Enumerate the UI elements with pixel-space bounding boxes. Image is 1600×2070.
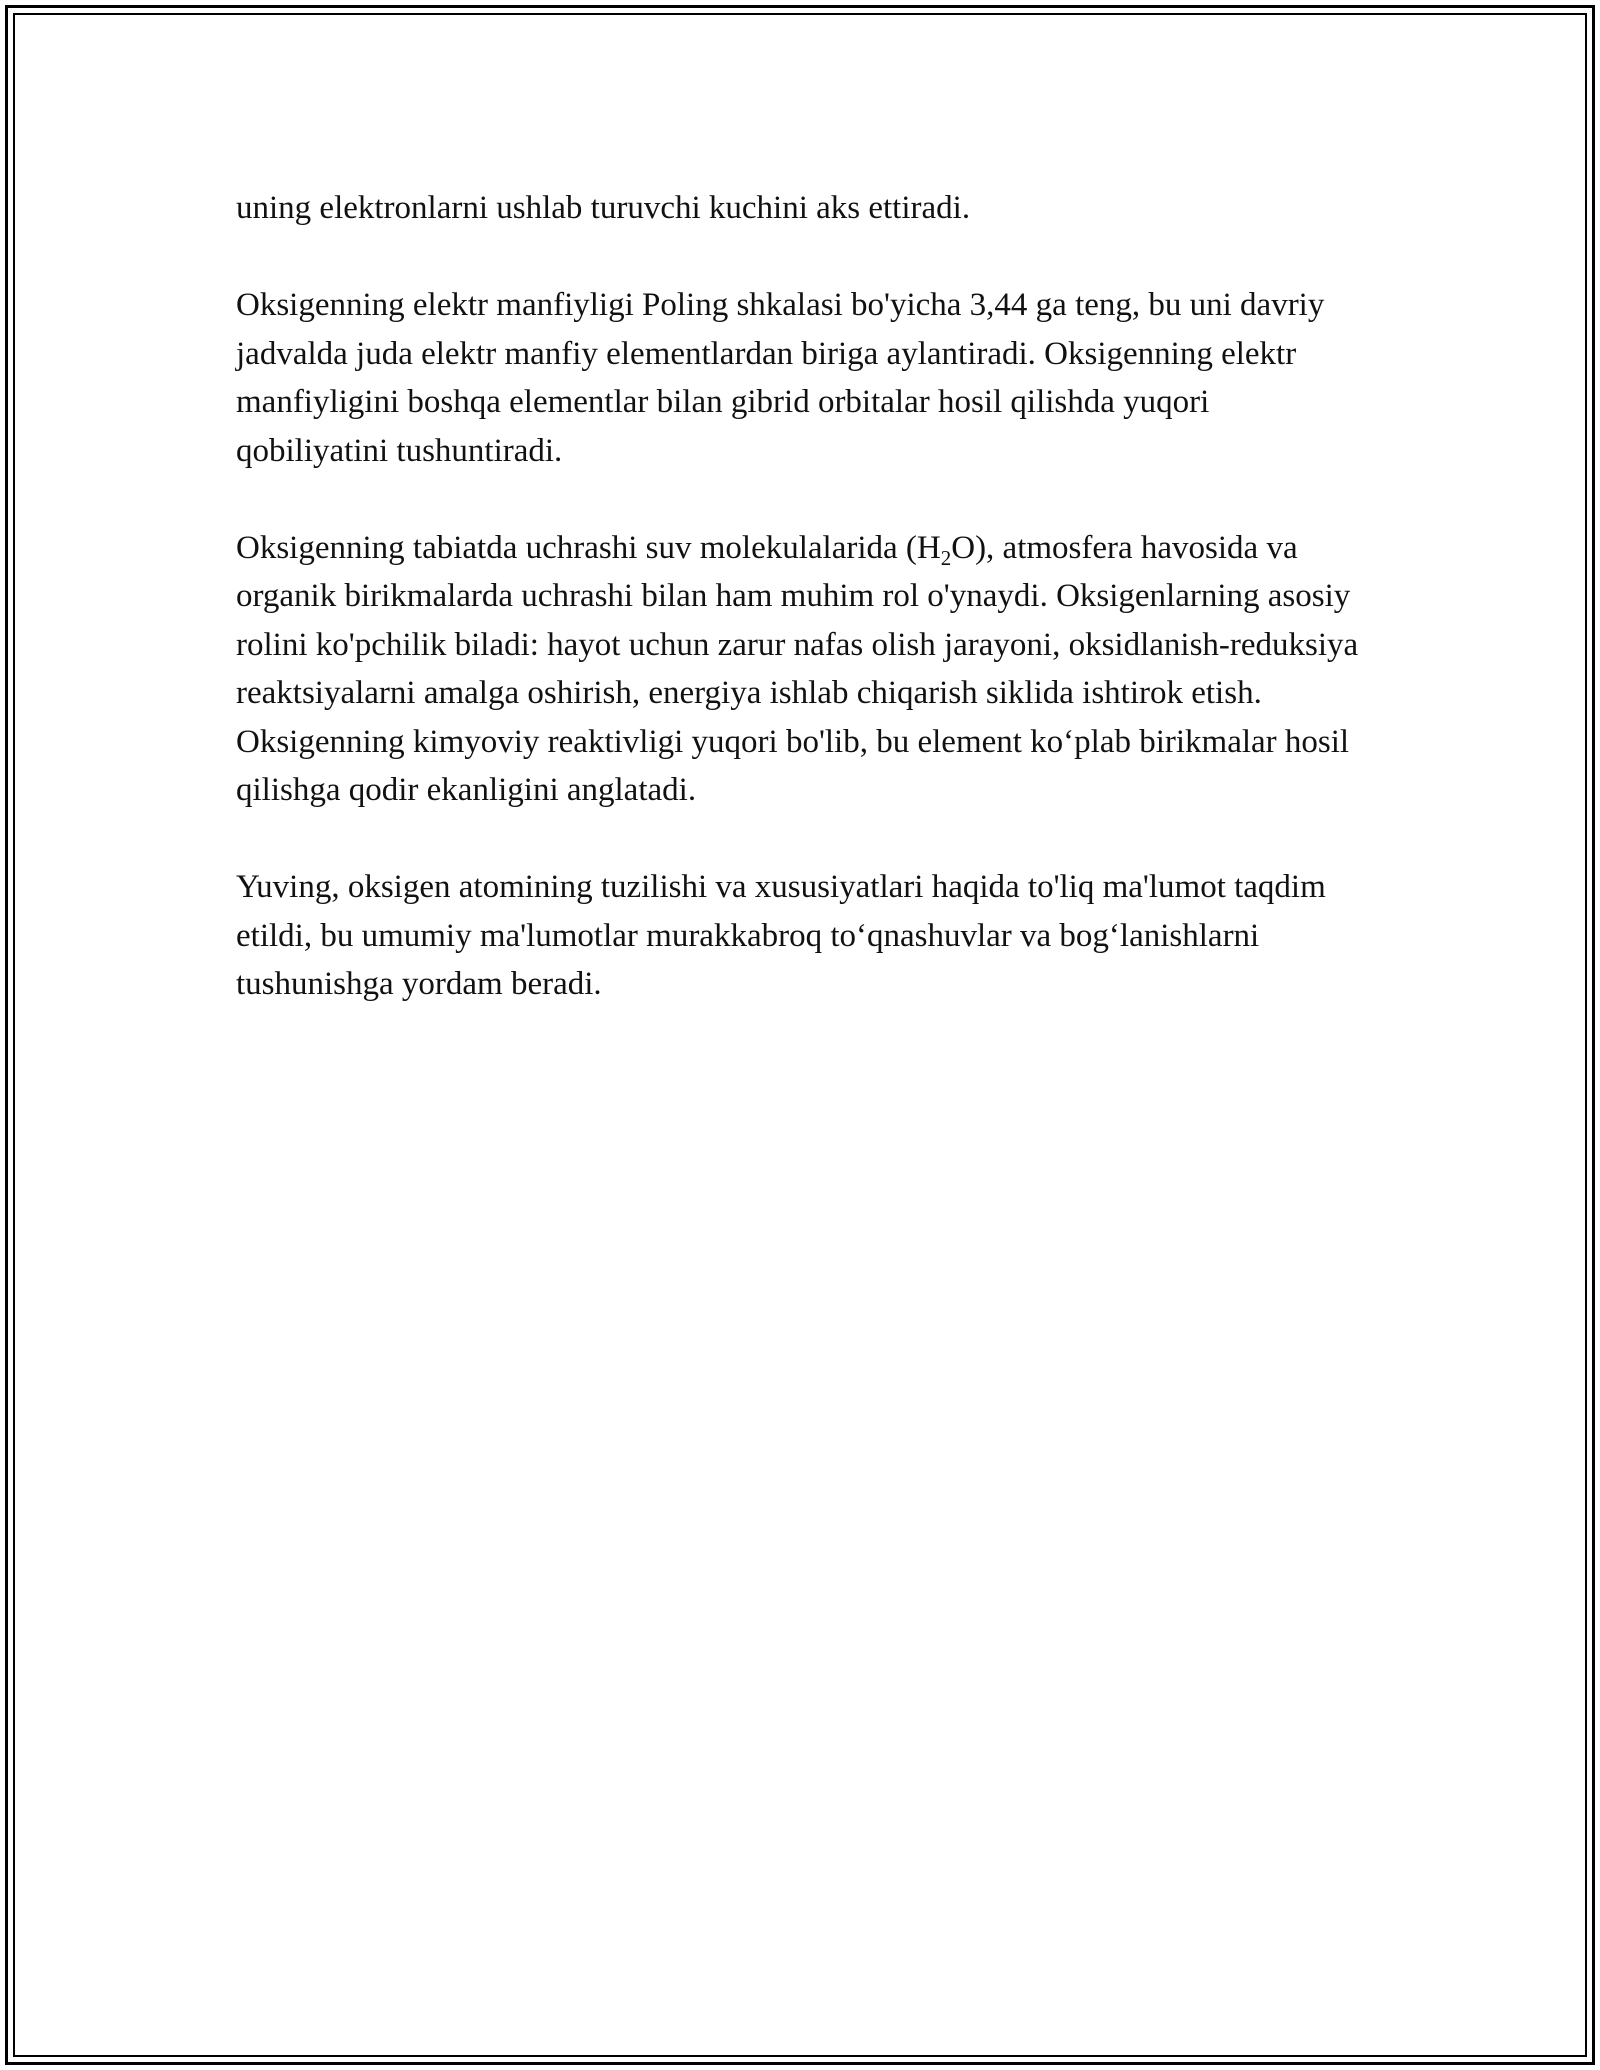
paragraph-3-before: Oksigenning tabiatda uchrashi suv molekulalarida (H — [236, 529, 941, 566]
paragraph-1: uning elektronlarni ushlab turuvchi kuchini aks ettiradi. — [236, 190, 971, 226]
paragraph-2: Oksigenning elektr manfiyligi Poling shkalasi bo'yicha 3,44 ga teng, bu uni davriy jadvalda juda elektr manfiy elementlardan biriga aylantiradi. Oksigenning elektr manfiyligini boshqa elementlar bilan gibrid orbitalar hosil qilishda yuqori qobiliyatini tushuntiradi. — [236, 287, 1325, 469]
paragraph-3 — [236, 524, 1366, 815]
document-body — [236, 184, 1366, 1057]
paragraph-3-after: O), atmosfera havosida va organik birikmalarda uchrashi bilan ham muhim rol o'ynaydi. Oksigenlarning asosiy rolini ko'pchilik biladi: hayot uchun zarur nafas olish jarayoni, oksidlanish-reduksiya reaktsiyalarni amalga oshirish, energiya ishlab chiqarish siklida ishtirok etish. Oksigenning kimyoviy reaktivligi yuqori bo'lib, bu element ko‘plab birikmalar hosil qilishga qodir ekanligini anglatadi. — [236, 529, 1359, 808]
subscript-2: 2 — [940, 545, 952, 570]
paragraph-4: Yuving, oksigen atomining tuzilishi va xususiyatlari haqida to'liq ma'lumot taqdim etildi, bu umumiy ma'lumotlar murakkabroq to‘qnashuvlar va bog‘lanishlarni tushunishga yordam beradi. — [236, 869, 1326, 1002]
